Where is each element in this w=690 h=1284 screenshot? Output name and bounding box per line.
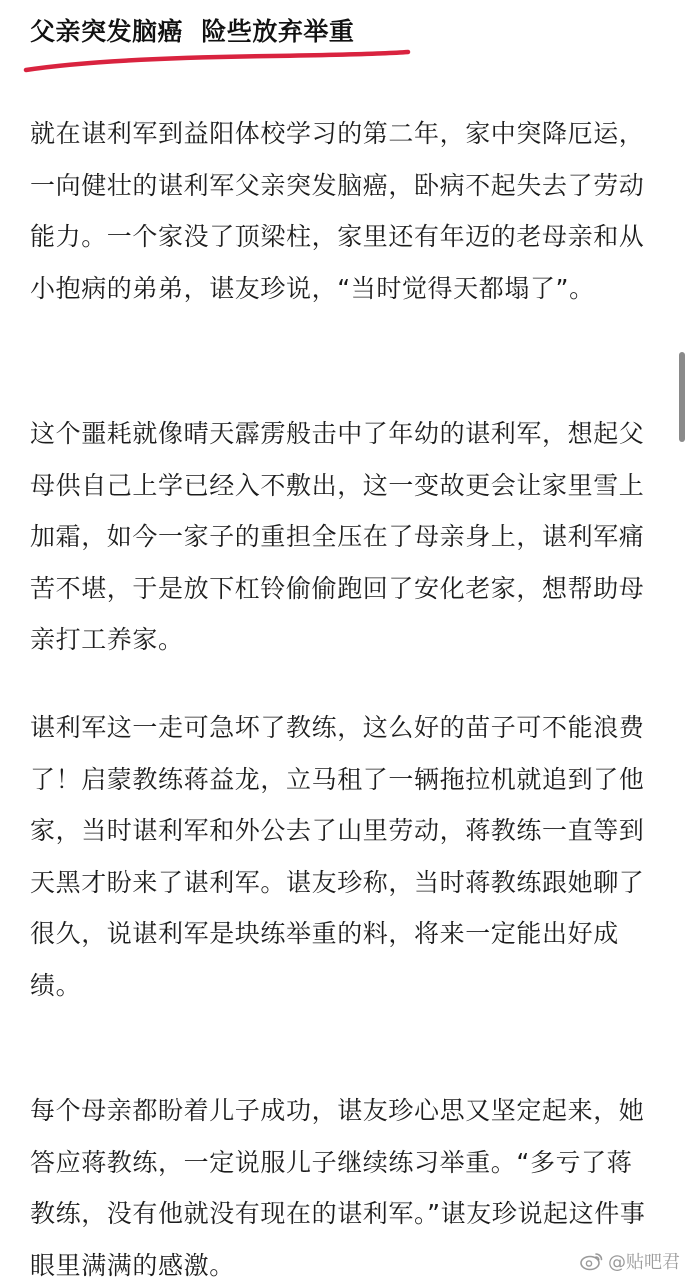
article-paragraph-2: 这个噩耗就像晴天霹雳般击中了年幼的谌利军，想起父母供自己上学已经入不敷出，这一变故更会让家里雪上加霜，如今一家子的重担全压在了母亲身上，谌利军痛苦不堪，于是放下杠铃偷偷跑回了安化老家，想帮助母亲打工养家。 (30, 419, 645, 654)
scrollbar-thumb[interactable] (679, 352, 685, 442)
red-underline-mark (22, 48, 412, 76)
watermark-text: @贴吧君 (608, 1252, 680, 1273)
article-paragraph-1: 就在谌利军到益阳体校学习的第二年，家中突降厄运，一向健壮的谌利军父亲突发脑癌，卧病不起失去了劳动能力。一个家没了顶梁柱，家里还有年迈的老母亲和从小抱病的弟弟，谌友珍说，“当时觉得天都塌了”。 (30, 119, 645, 303)
article-headline: 父亲突发脑癌 险些放弃举重 (30, 17, 355, 46)
watermark (580, 1248, 680, 1274)
article-paragraph-3: 谌利军这一走可急坏了教练，这么好的苗子可不能浪费了！启蒙教练蒋益龙，立马租了一辆拖拉机就追到了他家，当时谌利军和外公去了山里劳动，蒋教练一直等到天黑才盼来了谌利军。谌友珍称，当时蒋教练跟她聊了很久，说谌利军是块练举重的料，将来一定能出好成绩。 (30, 713, 645, 1000)
article-paragraph-4: 每个母亲都盼着儿子成功，谌友珍心思又坚定起来，她答应蒋教练，一定说服儿子继续练习举重。“多亏了蒋教练，没有他就没有现在的谌利军。”谌友珍说起这件事眼里满满的感激。 (30, 1096, 646, 1280)
headline-block (30, 14, 410, 68)
weibo-icon (580, 1251, 604, 1271)
